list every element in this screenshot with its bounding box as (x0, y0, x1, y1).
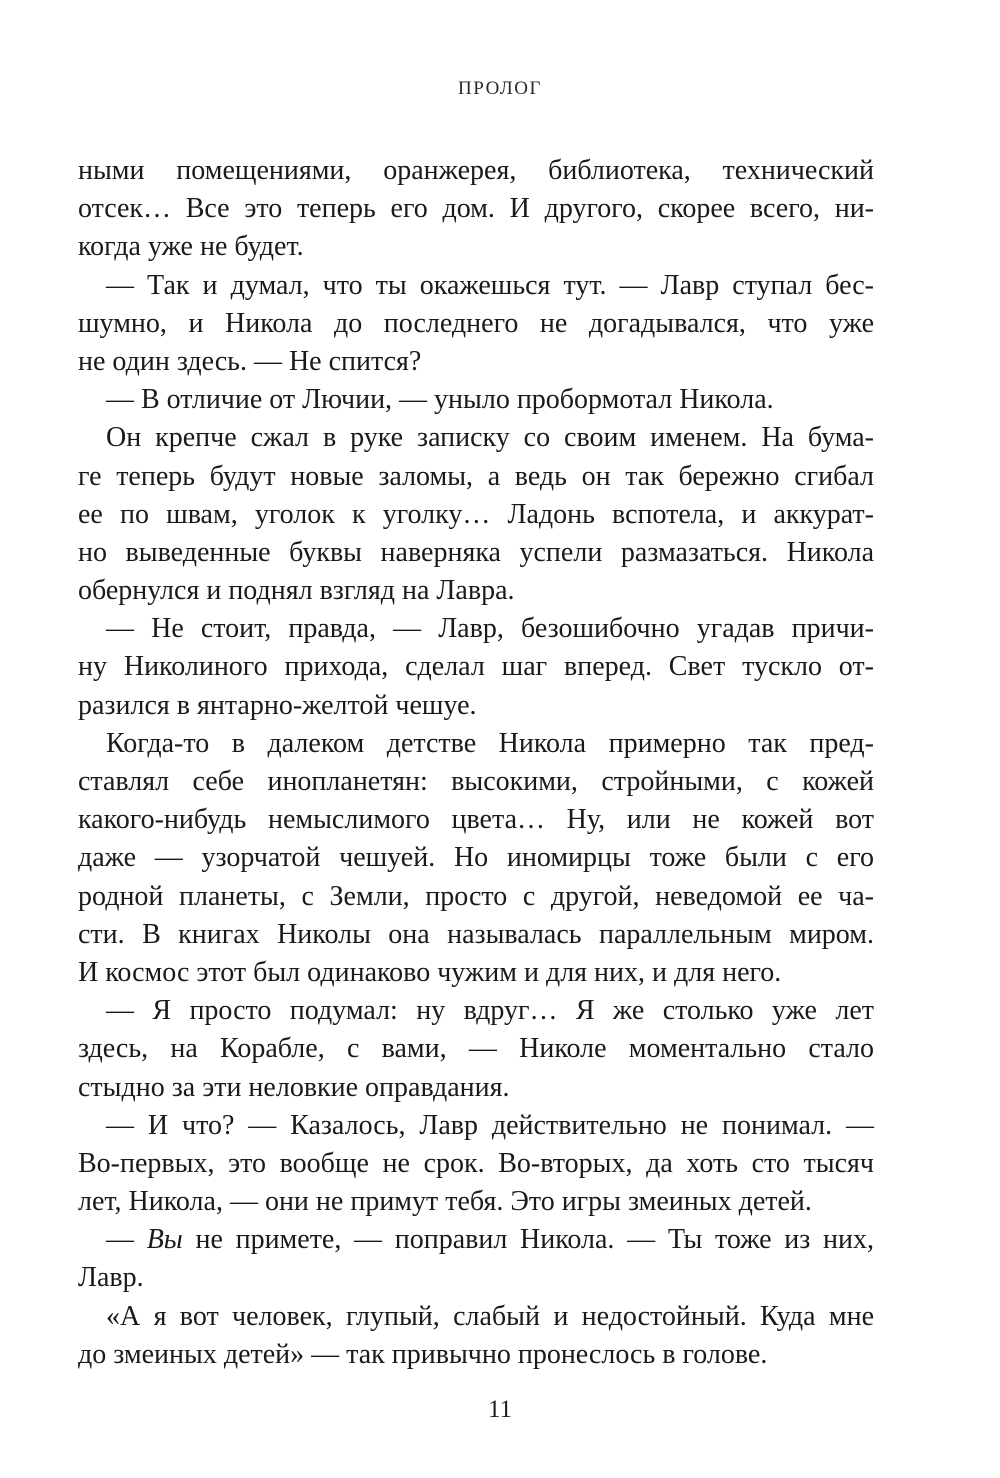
text-line: здесь, на Корабле, с вами, — Николе моментально стало (78, 1033, 874, 1065)
text-line: — И что? — Казалось, Лавр действительно не понимал. — (106, 1109, 874, 1141)
text-line: Во-первых, это вообще не срок. Во-вторых, да хоть сто тысяч (78, 1147, 874, 1179)
text-line-with-italic (78, 1221, 874, 1259)
text-line: до змеиных детей» — так привычно пронеслось в голове. (78, 1338, 768, 1370)
text-line: Он крепче сжал в руке записку со своим именем. На бума- (106, 422, 874, 454)
text-line: разился в янтарно-желтой чешуе. (78, 689, 477, 721)
italic-word: Вы (146, 1224, 183, 1256)
text-line: родной планеты, с Земли, просто с другой, неведомой ее ча- (78, 880, 874, 912)
text-line: ными помещениями, оранжерея, библиотека, технический (78, 155, 874, 186)
text-line: Лавр. (78, 1262, 144, 1294)
text-line: стыдно за эти неловкие оправдания. (78, 1071, 510, 1103)
text-line: обернулся и поднял взгляд на Лавра. (78, 575, 515, 607)
text-line: ставлял себе инопланетян: высокими, стройными, с кожей (78, 766, 874, 797)
text-line: отсек… Все это теперь его дом. И другого, скорее всего, ни- (78, 193, 874, 225)
text-line: когда уже не будет. (78, 231, 304, 263)
text-line: И космос этот был одинаково чужим и для них, и для него. (78, 956, 782, 988)
text-line: — Не стоит, правда, — Лавр, безошибочно угадав причи- (106, 613, 874, 645)
line-rest: не примете, — поправил Никола. — Ты тоже из них, (182, 1224, 875, 1256)
text-line: — В отличие от Лючии, — уныло пробормотал Никола. (106, 384, 774, 416)
page-number: 11 (487, 1396, 513, 1423)
body-text (78, 152, 874, 1374)
text-line: — Я просто подумал: ну вдруг… Я же столько уже лет (106, 995, 874, 1027)
text-line: — Так и думал, что ты окажешься тут. — Лавр ступал бес- (106, 269, 874, 301)
text-line: Когда-то в далеком детстве Никола примерно так пред- (106, 727, 874, 759)
text-line: но выведенные буквы наверняка успели размазаться. Никола (78, 536, 874, 568)
text-line: сти. В книгах Николы она называлась параллельным миром. (78, 918, 874, 950)
text-line: не один здесь. — Не спится? (78, 345, 422, 377)
dash: — (106, 1224, 147, 1256)
text-line: какого-нибудь немыслимого цвета… Ну, или не кожей вот (78, 804, 874, 836)
running-head: ПРОЛОГ (458, 78, 542, 99)
text-line: ее по швам, уголок к уголку… Ладонь вспотела, и аккурат- (78, 498, 874, 530)
text-line: ге теперь будут новые заломы, а ведь он так бережно сгибал (78, 460, 874, 492)
text-line: лет, Никола, — они не примут тебя. Это игры змеиных детей. (78, 1186, 812, 1218)
text-line: ну Николиного прихода, сделал шаг вперед. Свет тускло от- (78, 651, 874, 683)
text-line: даже — узорчатой чешуей. Но иномирцы тоже были с его (78, 842, 874, 874)
text-line: «А я вот человек, глупый, слабый и недостойный. Куда мне (106, 1300, 874, 1332)
text-line: шумно, и Никола до последнего не догадывался, что уже (78, 307, 874, 339)
